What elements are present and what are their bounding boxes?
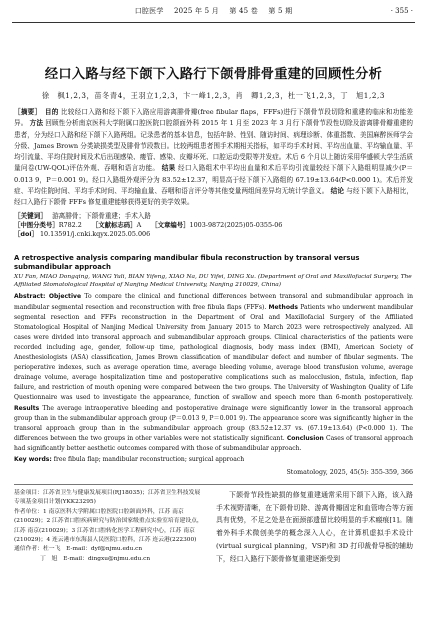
article-title: 经口入路与经下颌下入路行下颌骨腓骨重建的回顾性分析 bbox=[44, 67, 383, 82]
en-conclusion-label: Conclusion bbox=[286, 434, 324, 442]
corresponding-author: 通信作者：杜一飞 E-mail：dyf@njmu.edu.cn bbox=[14, 546, 143, 553]
cn-keywords bbox=[14, 211, 413, 221]
citation: Stomatology, 2025, 45(5): 355-359, 366 bbox=[286, 468, 413, 476]
en-conclusion: Cases of transoral approach had significantly better aesthetic outcomes compared with those of submandibular approach. bbox=[14, 434, 413, 452]
doc-field bbox=[92, 221, 141, 231]
english-keywords bbox=[14, 455, 413, 464]
cn-methods-label: 方法 bbox=[29, 119, 44, 128]
doi-label: ［doi］ bbox=[14, 230, 38, 239]
affiliation-note: 作者单位：1 南京医科大学附属口腔医院口腔颌面外科，江苏 南京(210029)；2 江苏省口腔疾病研究与防治国家级重点实验室培育建设点，江苏 南京(210029)；3 江苏省口腔转化医学工程研究中心，江苏 南京(210029)；4 连云港市东海县人民医院口腔科，江苏 连云港(222300) bbox=[14, 508, 203, 544]
cn-objective-label: ［摘要］ 目的 bbox=[14, 108, 59, 116]
cn-results: 经口入路组术中平均出血量和术后平均引流量较经下颌下入路组明显减少(P＝0.013 9，P＝0.001 9)。经口入路组外观评分为 83.52±12.37，明显高于经下颌下入路组的 67.19±13.64(P<0.000 1)。术后并发症、平均住院时间、平均手术时间、平均输血量、吞咽和语言评分等其他变量两组间差异均无统计学意义。 bbox=[14, 164, 413, 196]
en-methods: Patients who underwent mandibular segmental resection and FFFs reconstruction in the Department of Oral and Maxillofacial Surgery of the Affiliated Stomatological Hospital of Nanjing Medical University from January 2015 to March 2023 were retrospectively analyzed. All cases were divided into transoral approach and submandibular approach groups. Clinical characteristics of the patients were recorded including age, gender, follow-up time, pathological diagnosis, body mass index (BMI), American Society of Anesthesiologists (ASA) classification, James Brown classification of mandibular defect and number of fibular segments. The perioperative indexes, such as average operation time, average bleeding volume, average blood transfusion volume, average drainage volume, average hospitalization time and postoperative complications such as malocclusion, fistula, infection, flap failure, and restriction of mouth opening were compared between the two groups. The University of Washington Quality of Life Questionnaire was used to investigate the appearance, function of swallow and speech more than 6-month postoperatively. bbox=[14, 303, 413, 402]
en-results-label: Results bbox=[14, 404, 40, 412]
fund-note: 基金项目：江苏省卫生与健康发展项目(RJ18035)；江苏省卫生科技发展专项基金项目计划(YKK23295) bbox=[14, 489, 201, 506]
bottom-section bbox=[14, 484, 413, 565]
cn-methods: 回顾性分析南京医科大学附属口腔医院口腔颌面外科 2015 年 1 月至 2023 年 3 月行下颌骨节段性切除及游离腓骨瓣重建的患者，分为经口入路和经下颌下入路两组。记录患者的基本信息，包括年龄、性别、随访时间、病理诊断、体重指数、美国麻醉医师学会分级、James Brown 分类缺损类型及腓骨节段数目。比较两组患者围手术期相关指标，如平均手术时间、平均出血量、平均输血量、平均引流量、平均住院时间及术后出现感染、瘘管、感染、皮瓣坏死、口腔运动受限等并发症。术后 6 个月以上随访采用华盛顿大学生活质量问卷(UW-QOL)评估外观、吞咽和语言功能。 bbox=[14, 119, 414, 173]
en-objective-label: Objective bbox=[48, 293, 82, 301]
cn-conclusion-label: 结论 bbox=[330, 187, 345, 196]
en-keywords-label: Key words: bbox=[14, 455, 52, 463]
cn-results-label: 结果 bbox=[161, 164, 176, 173]
clc-label: ［中图分类号］ bbox=[14, 220, 59, 229]
en-results: The average intraoperative bleeding and postoperative drainage were significantly lower in the transoral approach group than in the submandibular approach group (P＝0.013 9, P＝0.001 9). The appearance score was significantly higher in the transoral approach group than in the submandibular approach group (83.52±12.37 vs. (67.19±13.64) (P<0.000 1). The differences between the two groups in other variables were not statistically significant. bbox=[14, 404, 413, 442]
cn-keywords-label: ［关键词］ bbox=[14, 211, 47, 220]
author-list: 徐 枫1,2,3，苗冬青4，王羽立1,2,3，卞一峰1,2,3，肖 卿1,2,3，杜一飞1,2,3，丁 旭1,2,3 bbox=[41, 91, 386, 100]
running-header bbox=[12, 0, 415, 23]
clc-value: R782.2 bbox=[58, 220, 82, 229]
article-field bbox=[151, 221, 282, 231]
page-number: · 355 · bbox=[390, 7, 413, 15]
article-meta bbox=[14, 221, 413, 231]
issue: 第 5 期 bbox=[268, 7, 293, 15]
corresponding-author-2: 丁 旭 E-mail：dingxu@njmu.edu.cn bbox=[40, 555, 151, 562]
journal-name: 口腔医学 bbox=[134, 7, 164, 15]
en-abstract-label: Abstract: bbox=[14, 293, 46, 301]
cn-keywords-text: 游离腓骨；下颌骨重建；手术入路 bbox=[52, 211, 151, 220]
issue-date: 2025 年 5 月 bbox=[173, 7, 219, 15]
footnote bbox=[14, 489, 204, 565]
article-value: 1003-9872(2025)05-0355-06 bbox=[189, 220, 283, 229]
doc-value: A bbox=[136, 220, 142, 229]
doi-row bbox=[14, 230, 413, 240]
cn-objective: 比较经口入路和经下颌下入路应用游离腓骨瓣(free fibular flaps，FFFs)进行下颌骨节段切除和重建的临床和功能差异。 bbox=[14, 108, 413, 128]
doi-field bbox=[14, 230, 150, 240]
article-label: ［文章编号］ bbox=[151, 220, 190, 229]
en-keywords-text: free fibula flap; mandibular reconstruction; surgical approach bbox=[53, 455, 245, 463]
en-objective: To compare the clinical and functional differences between transoral and submandibular approach in mandibular segmental resection and reconstruction with free fibula flaps (FFFs). bbox=[14, 293, 413, 311]
cn-conclusion: 与经下颌下入路相比，经口入路行下颌骨 FFFs 修复重建能够获得更好的美学效果。 bbox=[14, 187, 414, 207]
doc-label: ［文献标志码］ bbox=[91, 220, 137, 229]
clc-field bbox=[14, 221, 82, 231]
journal-info bbox=[54, 6, 373, 16]
english-title: A retrospective analysis comparing mandibular fibula reconstruction by transoral versus submandibular approach bbox=[14, 253, 360, 271]
en-methods-label: Methods bbox=[268, 303, 298, 311]
english-authors: XU Fan, MIAO Dongqing, WANG Yuli, BIAN Yifeng, XIAO Na, DU Yifei, DING Xu. (Department of Oral and Maxillofacial Surgery, The Affiliated Stomatological Hospital of Nanjing Medical University, Nanjing 210029, China) bbox=[14, 273, 412, 289]
volume: 第 45 卷 bbox=[229, 7, 258, 15]
introduction-text: 下颌骨节段性缺损的修复重建通常采用下颌下入路，该入路手术视野清晰，在下颌骨切除、游离骨瓣固定和血管吻合等方面具有优势，不足之处是在面颈部遗留比较明显的手术瘢痕[1]。随着外科手术微创美学的概念深入人心，在计算机虚拟手术设计(virtual surgical planning，VSP)和 3D 打印裁骨导板的辅助下，经口入路行下颌骨修复重建逐渐受到 bbox=[216, 490, 413, 563]
chinese-abstract bbox=[14, 107, 413, 209]
english-abstract bbox=[14, 292, 413, 454]
doi-value: 10.13591/j.cnki.kqyx.2025.05.006 bbox=[39, 230, 151, 239]
